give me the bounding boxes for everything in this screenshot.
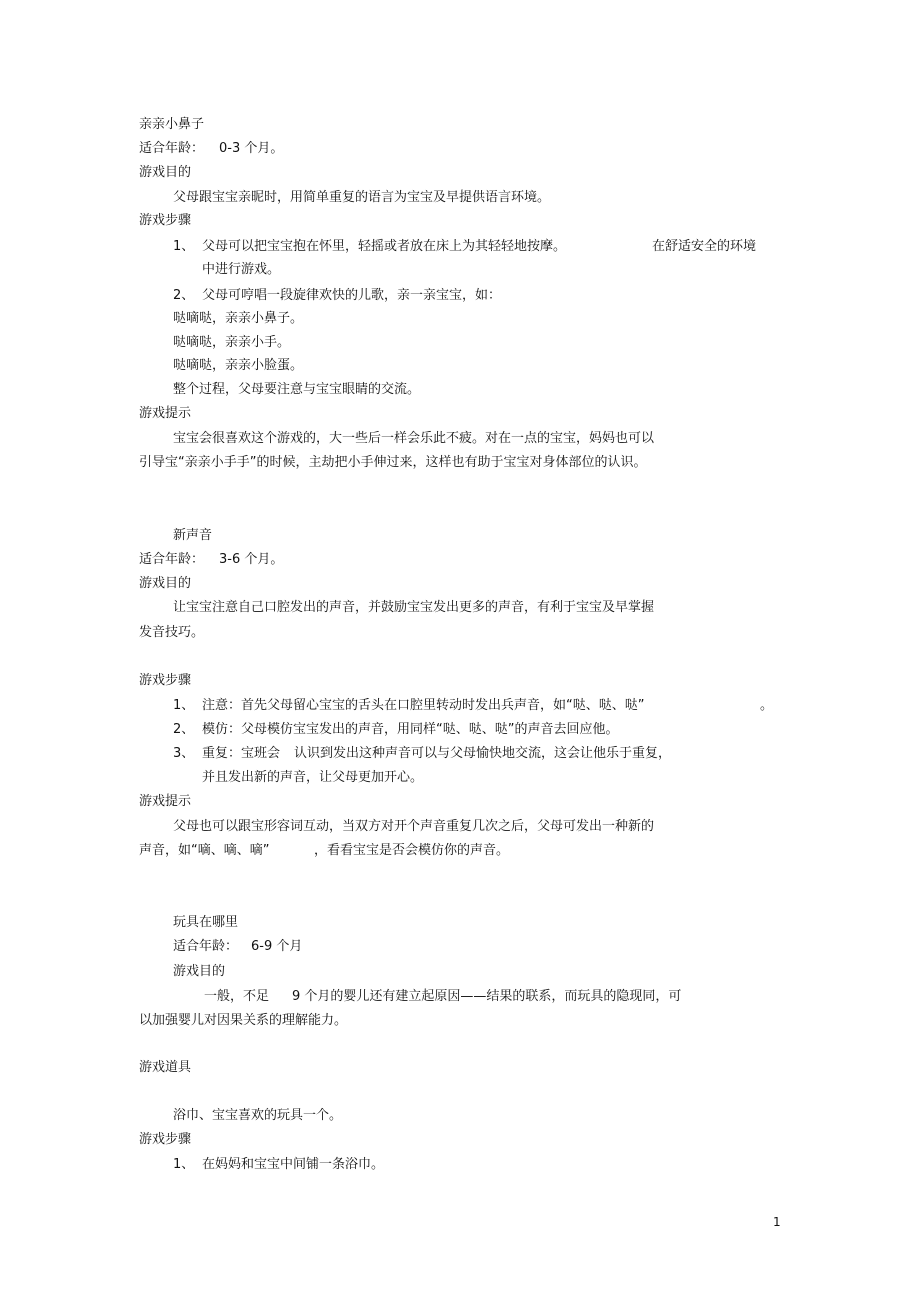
section2-purpose-line-1: 让宝宝注意自己口腔发出的声音，并鼓励宝宝发出更多的声音，有利于宝宝及早掌握 bbox=[173, 600, 655, 615]
section1-purpose-heading: 游戏目的 bbox=[139, 165, 192, 180]
section2-purpose-heading: 游戏目的 bbox=[139, 576, 192, 591]
section2-tips-heading: 游戏提示 bbox=[139, 794, 192, 809]
section1-step1-text: 父母可以把宝宝抱在怀里，轻摇或者放在床上为其轻轻地按摩。 bbox=[202, 239, 567, 254]
section3-props-text: 浴巾、宝宝喜欢的玩具一个。 bbox=[173, 1108, 343, 1123]
section3-steps-heading: 游戏步骤 bbox=[139, 1132, 192, 1147]
section1-age-value: 0-3 个月。 bbox=[219, 141, 284, 156]
section1-age-label: 适合年龄： bbox=[139, 141, 205, 156]
section2-steps-heading: 游戏步骤 bbox=[139, 673, 192, 688]
section3-purpose-line-1: 一般，不足 bbox=[204, 989, 270, 1004]
section1-step1-text-wrap: 中进行游戏。 bbox=[202, 262, 281, 277]
section2-step1-number: 1、 bbox=[173, 698, 195, 713]
section2-step3-text-cont: 认识到发出这种声音可以与父母愉快地交流，这会让他乐于重复， bbox=[294, 746, 672, 761]
section1-title: 亲亲小鼻子 bbox=[139, 117, 205, 132]
section1-steps-heading: 游戏步骤 bbox=[139, 213, 192, 228]
section2-title: 新声音 bbox=[173, 528, 213, 543]
section3-purpose-line-1-cont: 9 个月的婴儿还有建立起原因——结果的联系，而玩具的隐现同，可 bbox=[292, 989, 682, 1004]
section1-step2-number: 2、 bbox=[173, 288, 195, 303]
section1-song-line-3: 哒嘀哒，亲亲小脸蛋。 bbox=[173, 358, 304, 373]
section3-step1-text: 在妈妈和宝宝中间铺一条浴巾。 bbox=[202, 1157, 385, 1172]
section1-tips-heading: 游戏提示 bbox=[139, 406, 192, 421]
section2-age-value: 3-6 个月。 bbox=[219, 552, 284, 567]
section2-tips-line-2: 声音，如“嘀、嘀、嘀” bbox=[139, 843, 270, 858]
section2-step1-text: 注意：首先父母留心宝宝的舌头在口腔里转动时发出兵声音，如“哒、哒、哒” bbox=[202, 698, 645, 713]
section1-process-note: 整个过程，父母要注意与宝宝眼睛的交流。 bbox=[173, 382, 421, 397]
section1-song-line-2: 哒嘀哒，亲亲小手。 bbox=[173, 335, 291, 350]
section1-step2-text: 父母可哼唱一段旋律欢快的儿歌，亲一亲宝宝，如： bbox=[202, 288, 502, 303]
section3-age-label: 适合年龄： bbox=[173, 939, 239, 954]
section3-step1-number: 1、 bbox=[173, 1157, 195, 1172]
section2-step3-number: 3、 bbox=[173, 746, 195, 761]
section2-age-label: 适合年龄： bbox=[139, 552, 205, 567]
section1-step1-text-cont: 在舒适安全的环境 bbox=[652, 239, 757, 254]
section2-tips-line-1: 父母也可以跟宝形容词互动，当双方对开个声音重复几次之后，父母可发出一种新的 bbox=[173, 819, 655, 834]
section3-purpose-heading: 游戏目的 bbox=[173, 964, 226, 979]
section1-tips-line-2: 引导宝“亲亲小手手”的时候，主劫把小手伸过来，这样也有助于宝宝对身体部位的认识。 bbox=[139, 455, 647, 470]
section2-step3-text-wrap: 并且发出新的声音，让父母更加开心。 bbox=[202, 770, 424, 785]
section3-age-value: 6-9 个月 bbox=[251, 939, 303, 954]
section3-title: 玩具在哪里 bbox=[173, 915, 239, 930]
section2-step3-text: 重复：宝班会 bbox=[202, 746, 281, 761]
section1-tips-line-1: 宝宝会很喜欢这个游戏的，大一些后一样会乐此不疲。对在一点的宝宝，妈妈也可以 bbox=[173, 431, 655, 446]
section1-purpose-text: 父母跟宝宝亲昵时，用简单重复的语言为宝宝及早提供语言环境。 bbox=[173, 190, 551, 205]
section3-props-heading: 游戏道具 bbox=[139, 1060, 192, 1075]
section2-step2-text: 模仿：父母模仿宝宝发出的声音，用同样“哒、哒、哒”的声音去回应他。 bbox=[202, 722, 619, 737]
page-number: 1 bbox=[773, 1215, 781, 1229]
section2-step2-number: 2、 bbox=[173, 722, 195, 737]
section2-tips-line-2-cont: ，看看宝宝是否会模仿你的声音。 bbox=[314, 843, 510, 858]
section2-purpose-line-2: 发音技巧。 bbox=[139, 625, 205, 640]
section3-purpose-line-2: 以加强婴儿对因果关系的理解能力。 bbox=[139, 1013, 348, 1028]
section2-step1-end: 。 bbox=[760, 698, 774, 713]
section1-step1-number: 1、 bbox=[173, 239, 195, 254]
section1-song-line-1: 哒嘀哒，亲亲小鼻子。 bbox=[173, 311, 304, 326]
